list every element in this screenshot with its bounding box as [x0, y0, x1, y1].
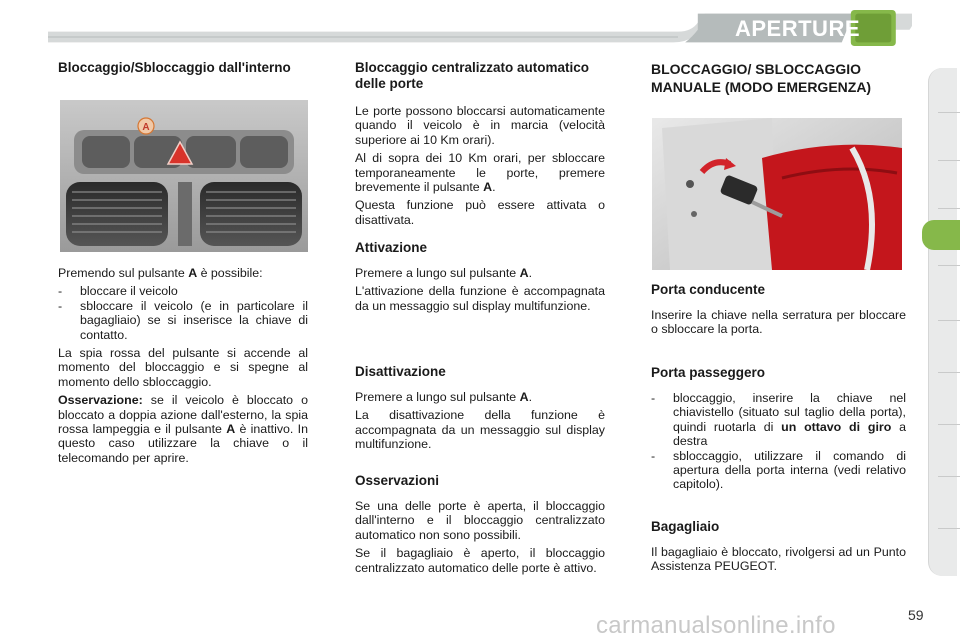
tab-divider [938, 265, 960, 266]
intro-text: Premendo sul pulsante A è possibile: [58, 266, 263, 280]
chapter-tab-strip [928, 68, 957, 576]
heading-interior-locking: Bloccaggio/Sbloccaggio dall'interno [58, 60, 291, 75]
column-manual-locking [651, 60, 906, 96]
heading-activation: Attivazione [355, 240, 428, 255]
heading-manual-locking: BLOCCAGGIO/ SBLOCCAGGIO MANUALE (MODO EMERGENZA) [651, 61, 872, 95]
central-locking-text-2: Al di sopra dei 10 Km orari, per sbloccare temporaneamente le porte, premere brevemente il pulsante A. [355, 151, 605, 195]
tab-divider [938, 424, 960, 425]
chapter-number: 4 [907, 12, 925, 48]
tab-divider [938, 476, 960, 477]
section-driver-door [651, 282, 906, 337]
driver-door-text: Inserire la chiave nella serratura per bloccare o sbloccare la porta. [651, 308, 906, 337]
tab-divider [938, 372, 960, 373]
watermark: carmanualsonline.info [596, 612, 836, 639]
action-list [58, 284, 308, 342]
tab-divider [938, 160, 960, 161]
notes-text-1: Se una delle porte è aperta, il bloccaggio dall'interno e il bloccaggio centralizzato automatico non sono possibili. [355, 499, 605, 542]
notes-text-2: Se il bagagliaio è aperto, il bloccaggio centralizzato automatico delle porte è attivo. [355, 546, 605, 575]
tab-divider [938, 320, 960, 321]
activation-text-2: L'attivazione della funzione è accompagnata da un messaggio sul display multifunzione. [355, 284, 605, 313]
deactivation-text-2: La disattivazione della funzione è accompagnata da un messaggio sul display multifunzione. [355, 408, 605, 452]
note-text: Osservazione: se il veicolo è bloccato o bloccato a doppia azione dall'esterno, la spia rossa lampeggia e il pulsante A è inattivo. In questo caso utilizzare la chiave o il telecomando per aprire. [58, 393, 308, 465]
heading-central-locking: Bloccaggio centralizzato automatico delle porte [355, 60, 590, 91]
section-activation [355, 240, 605, 313]
deactivation-text-1: Premere a lungo sul pulsante A. [355, 390, 533, 404]
trunk-text: Il bagagliaio è bloccato, rivolgersi ad un Punto Assistenza PEUGEOT. [651, 545, 906, 574]
door-lock-photo [652, 118, 902, 270]
svg-text:A: A [142, 122, 150, 133]
active-chapter-tab[interactable] [922, 220, 960, 250]
list-item: - bloccare il veicolo [58, 284, 178, 299]
central-locking-text-3: Questa funzione può essere attivata o disattivata. [355, 198, 605, 227]
heading-deactivation: Disattivazione [355, 364, 446, 379]
heading-passenger-door: Porta passeggero [651, 365, 766, 380]
column-interior-locking [58, 60, 308, 76]
header-title: APERTURE [735, 16, 861, 41]
list-item: - sbloccare il veicolo (e in particolare il bagagliaio) se si inserisce la chiave di contatto. [58, 298, 308, 342]
activation-text-1: Premere a lungo sul pulsante A. [355, 266, 533, 280]
tab-divider [938, 528, 960, 529]
column-interior-locking-body [58, 266, 308, 465]
heading-trunk: Bagagliaio [651, 519, 720, 534]
section-deactivation [355, 364, 605, 452]
dashboard-button-photo [60, 100, 308, 252]
heading-notes: Osservazioni [355, 473, 440, 488]
list-item: - bloccaggio, inserire la chiave nel chiavistello (situato sul taglio della porta), quindi ruotarla di un ottavo di giro a destra [651, 391, 906, 449]
heading-driver-door: Porta conducente [651, 282, 766, 297]
central-locking-text-1: Le porte possono bloccarsi automaticamente quando il veicolo è in marcia (velocità superiore ai 10 Km orari). [355, 104, 605, 147]
column-central-locking [355, 60, 605, 227]
tab-divider [938, 208, 960, 209]
section-notes [355, 473, 605, 575]
passenger-door-list [651, 391, 906, 492]
section-trunk [651, 519, 906, 574]
warning-light-text: La spia rossa del pulsante si accende al momento del bloccaggio e si spegne al momento dello sbloccaggio. [58, 346, 308, 389]
button-a-marker [138, 118, 154, 134]
tab-divider [938, 112, 960, 113]
page-number: 59 [908, 607, 924, 623]
list-item: - sbloccaggio, utilizzare il comando di apertura della porta interna (vedi relativo capitolo). [651, 448, 906, 492]
section-passenger-door [651, 365, 906, 492]
